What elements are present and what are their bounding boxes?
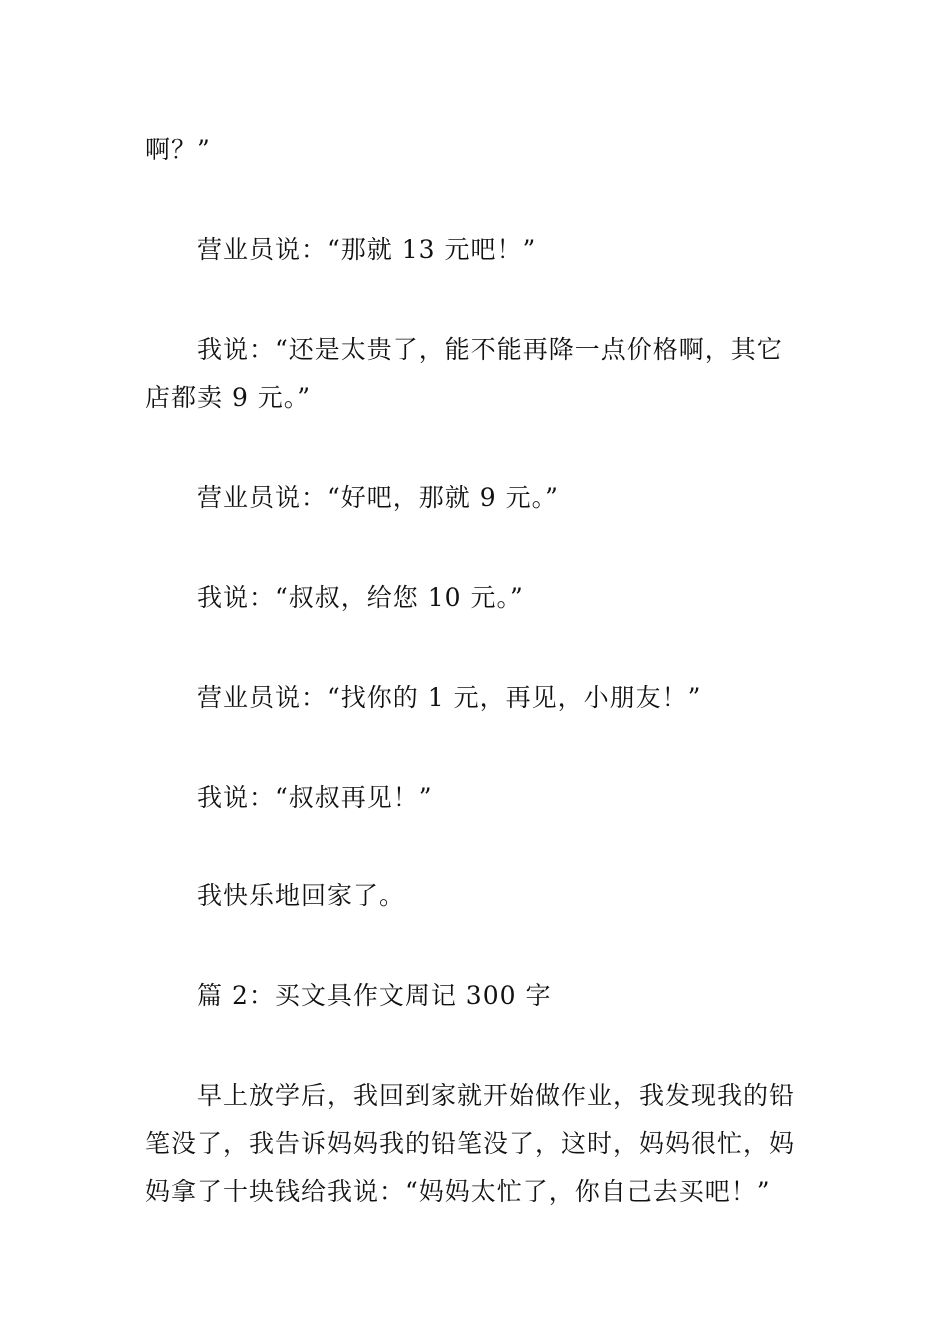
paragraph-me-goodbye <box>145 774 862 822</box>
paragraph-clerk-13 <box>145 226 862 274</box>
text-line: 我说：“还是太贵了，能不能再降一点价格啊，其它 <box>197 335 783 364</box>
text-line: 营业员说：“找你的 1 元，再见，小朋友！” <box>197 683 702 712</box>
section-heading <box>145 972 862 1020</box>
text-line: 营业员说：“好吧，那就 9 元。” <box>197 483 559 512</box>
text-line: 我说：“叔叔，给您 10 元。” <box>197 583 524 612</box>
text-line: 早上放学后，我回到家就开始做作业，我发现我的铅 <box>197 1081 796 1110</box>
paragraph-me-too-expensive <box>145 326 862 422</box>
paragraph-continuation <box>145 126 810 174</box>
text-line: 啊？” <box>145 135 211 164</box>
text-line: 笔没了，我告诉妈妈我的铅笔没了，这时，妈妈很忙，妈 <box>145 1129 796 1158</box>
paragraph-story-start <box>145 1072 862 1216</box>
paragraph-went-home <box>145 872 862 920</box>
text-line: 我快乐地回家了。 <box>197 881 406 910</box>
text-line: 妈拿了十块钱给我说：“妈妈太忙了，你自己去买吧！” <box>145 1177 771 1206</box>
text-line: 篇 2：买文具作文周记 300 字 <box>197 981 552 1010</box>
paragraph-clerk-9 <box>145 474 862 522</box>
paragraph-clerk-change <box>145 674 862 722</box>
text-line: 店都卖 9 元。” <box>145 383 312 412</box>
text-line: 我说：“叔叔再见！” <box>197 783 433 812</box>
paragraph-me-give-10 <box>145 574 862 622</box>
text-line: 营业员说：“那就 13 元吧！” <box>197 235 537 264</box>
